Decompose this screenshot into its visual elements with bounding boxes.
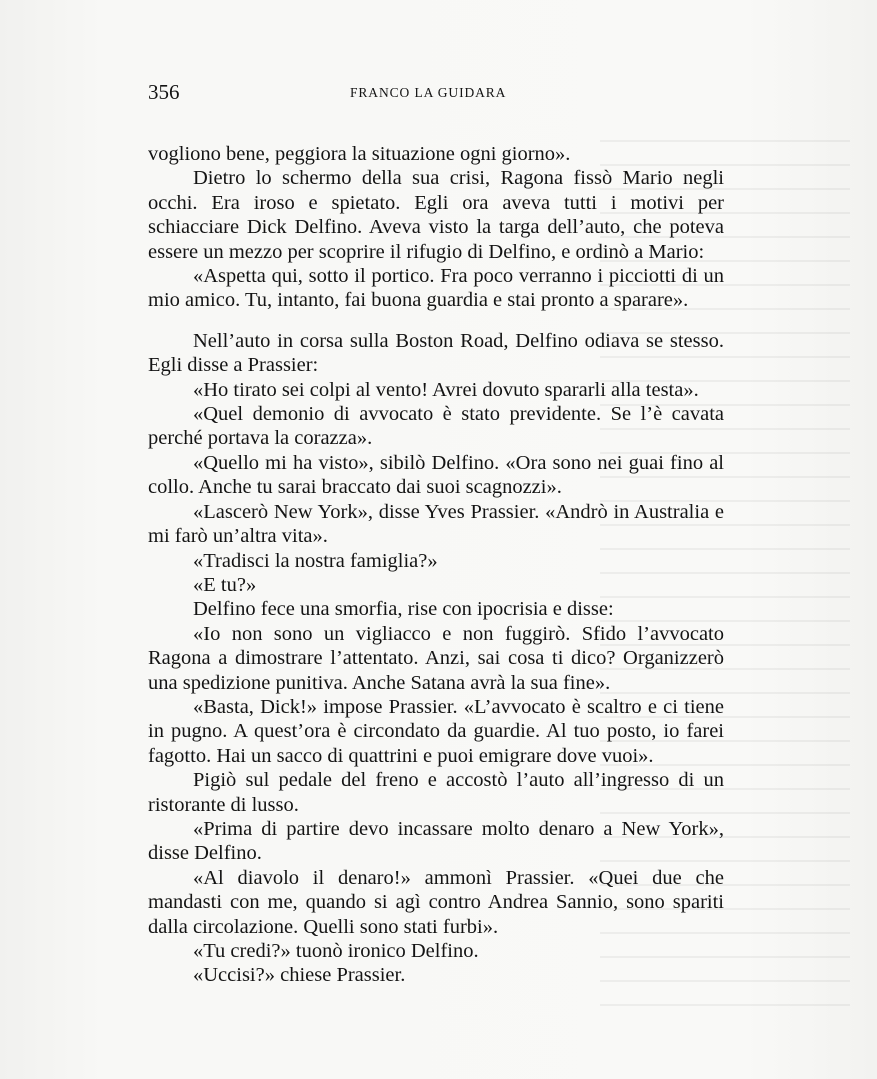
paragraph: «Lascerò New York», disse Yves Prassier. «Andrò in Australia e mi farò un’altra vita». (148, 500, 724, 548)
paragraph: «Io non sono un vigliacco e non fuggirò. Sfido l’avvocato Ragona a dimostrare l’attentato. Anzi, sai cosa ti dico? Organizzerò una spedizione punitiva. Anche Satana avrà la sua fine». (148, 622, 724, 694)
paragraph: «E tu?» (193, 573, 257, 596)
paragraph: «Ho tirato sei colpi al vento! Avrei dovuto spararli alla testa». (193, 378, 699, 401)
paragraph: «Quel demonio di avvocato è stato previdente. Se l’è cavata perché portava la corazza». (148, 403, 724, 450)
paragraph: «Basta, Dick!» impose Prassier. «L’avvocato è scaltro e ci tiene in pugno. A quest’ora è circondato da guardie. Al tuo posto, io farei fagotto. Hai un sacco di quattrini e puoi emigrare dove vuoi». (148, 695, 724, 767)
paragraph: Nell’auto in corsa sulla Boston Road, Delfino odiava se stesso. Egli disse a Prassier: (148, 329, 724, 377)
paragraph: «Tradisci la nostra famiglia?» (193, 549, 438, 572)
paragraph: «Tu credi?» tuonò ironico Delfino. (193, 940, 479, 962)
paragraph: «Quello mi ha visto», sibilò Delfino. «Ora sono nei guai fino al collo. Anche tu sarai braccato dai suoi scagnozzi». (148, 451, 724, 499)
page-header (148, 80, 728, 104)
body-text (148, 142, 724, 988)
running-head: FRANCO LA GUIDARA (350, 85, 507, 100)
paragraph: Dietro lo schermo della sua crisi, Ragona fissò Mario negli occhi. Era iroso e spietato. Egli ora aveva tutti i motivi per schiacciare Dick Delfino. Aveva visto la targa dell’auto, che poteva essere un mezzo per scoprire il rifugio di Delfino, e ordinò a Mario: (148, 167, 724, 263)
paragraph: «Al diavolo il denaro!» ammonì Prassier. «Quei due che mandasti con me, quando si agì contro Andrea Sannio, sono spariti dalla circolazione. Quelli sono stati furbi». (148, 866, 724, 938)
paragraph: «Uccisi?» chiese Prassier. (193, 964, 406, 987)
paragraph: «Aspetta qui, sotto il portico. Fra poco verranno i picciotti di un mio amico. Tu, intanto, fai buona guardia e stai pronto a sparare». (148, 265, 724, 312)
page-number: 356 (148, 80, 180, 104)
paragraph: vogliono bene, peggiora la situazione ogni giorno». (148, 143, 571, 165)
paragraph: Pigiò sul pedale del freno e accostò l’auto all’ingresso di un ristorante di lusso. (148, 769, 724, 816)
paragraph: «Prima di partire devo incassare molto denaro a New York», disse Delfino. (148, 817, 724, 865)
paragraph: Delfino fece una smorfia, rise con ipocrisia e disse: (193, 598, 614, 621)
